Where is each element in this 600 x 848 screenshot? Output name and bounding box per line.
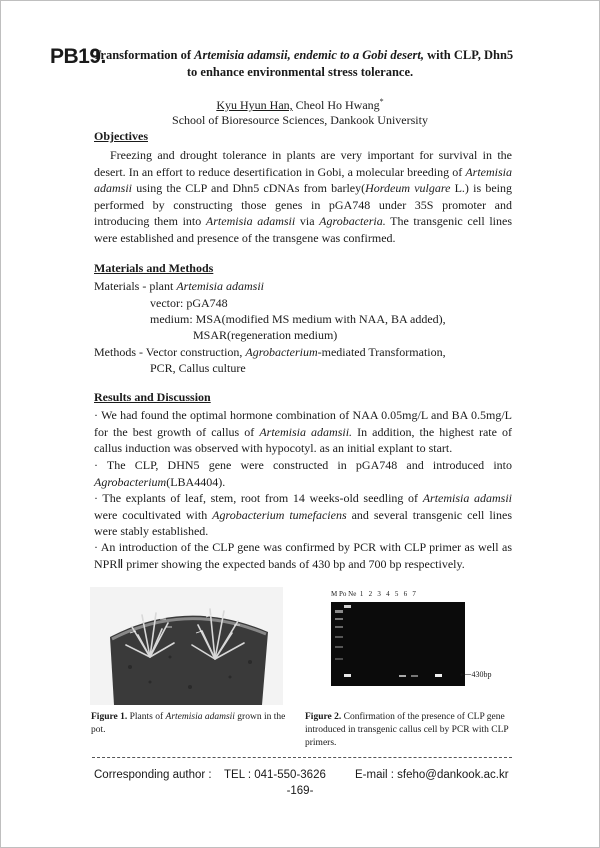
gel-lane-labels: M Po Ne 1 2 3 4 5 6 7	[331, 590, 416, 598]
email-address: E-mail : sfeho@dankook.ac.kr	[355, 769, 509, 781]
figure-2-caption: Figure 2. Confirmation of the presence of CLP gene introduced in transgenic callus cell by PCR with CLP primers.	[305, 712, 509, 748]
materials-plant: Materials - plant Artemisia adamsii	[94, 279, 264, 293]
figure-1-caption: Figure 1. Plants of Artemisia adamsii grown in the pot.	[91, 712, 286, 735]
objectives-paragraph: Freezing and drought tolerance in plants are very important for survival in the desert. In an effort to reduce desertification in Gobi, a molecular breeding of Artemisia adamsii using the CLP and Dhn5 cDNAs from barley(Hordeum vulgare L.) is being performed by constructing those genes in pGA748 under 35S promoter and introducing them into Artemisia adamsii via Agrobacteria. The transgenic cell lines were established and presence of the transgene was confirmed.	[94, 148, 512, 245]
gel-band-marker	[460, 670, 491, 679]
abstract-code: PB19.	[50, 45, 106, 68]
title-line-1: Transformation of Artemisia adamsii, endemic to a Gobi desert, with CLP, Dhn5	[93, 48, 514, 62]
figure-2-gel	[331, 602, 465, 686]
page-number: -169-	[286, 785, 314, 797]
figure-1-photo	[90, 587, 283, 705]
corresponding-author-label: Corresponding author :	[94, 769, 212, 781]
results-bullet-4: · An introduction of the CLP gene was confirmed by PCR with CLP primer as well as NPRⅡ primer showing the expected bands of 430 bp and 700 bp respectively.	[94, 540, 512, 571]
footer-divider	[92, 757, 512, 758]
affiliation: School of Bioresource Sciences, Dankook University	[172, 113, 428, 127]
methods-line-2: PCR, Callus culture	[150, 361, 246, 375]
results-bullet-3: · The explants of leaf, stem, root from 14 weeks-old seedling of Artemisia adamsii were cocultivated with Agrobacterium tumefaciens and several transgenic cell lines were stably established.	[94, 491, 513, 538]
results-bullet-1: · We had found the optimal hormone combination of NAA 0.05mg/L and BA 0.5mg/L for the best growth of callus of Artemisia adamsii. In addition, the highest rate of callus induction was observed with hypocotyl. as an initial explant to start.	[94, 408, 512, 455]
methods-line: Methods - Vector construction, Agrobacterium-mediated Transformation,	[94, 345, 446, 359]
materials-medium: medium: MSA(modified MS medium with NAA, BA added),	[150, 312, 446, 326]
materials-medium-2: MSAR(regeneration medium)	[193, 328, 338, 342]
results-bullet-2: · The CLP, DHN5 gene were constructed in pGA748 and introduced into Agrobacterium(LBA4404).	[94, 458, 512, 489]
objectives-heading: Objectives	[94, 129, 148, 143]
materials-heading: Materials and Methods	[94, 261, 214, 275]
title-line-2: to enhance environmental stress tolerance.	[186, 65, 414, 79]
authors: Kyu Hyun Han, Cheol Ho Hwang*	[216, 97, 384, 112]
tel-number: TEL : 041-550-3626	[224, 769, 326, 781]
materials-vector: vector: pGA748	[150, 296, 228, 310]
results-heading: Results and Discussion	[94, 390, 211, 404]
arrow-left-icon: ⟵	[460, 670, 472, 679]
author-presenting: Kyu Hyun Han,	[216, 98, 293, 112]
gel-band-label: 430bp	[471, 670, 492, 679]
